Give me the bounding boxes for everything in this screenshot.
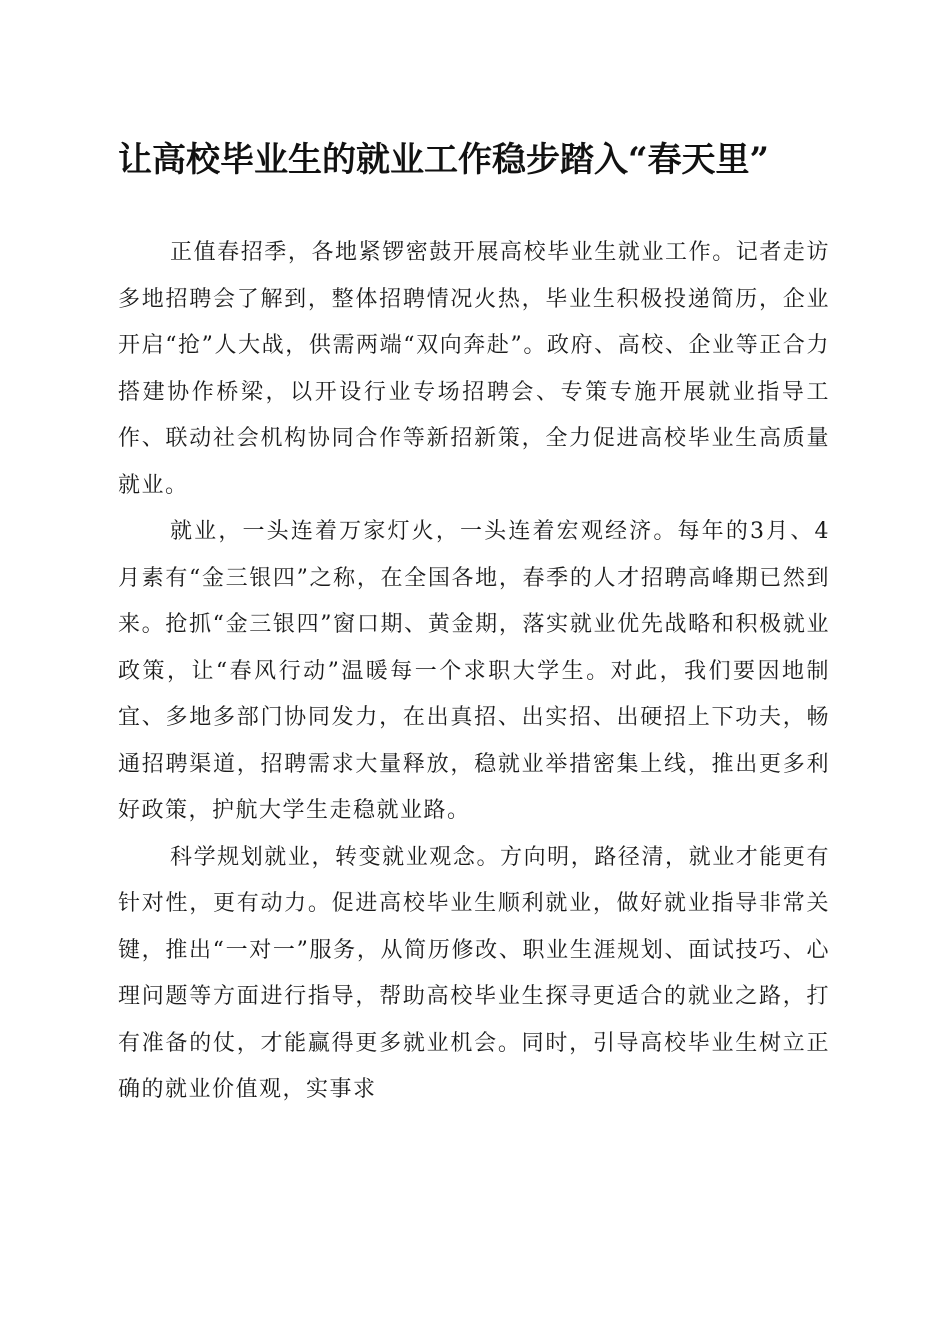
paragraph-2: 就业，一头连着万家灯火，一头连着宏观经济。每年的3月、4月素有“金三银四”之称，在全国各地，春季的人才招聘高峰期已然到来。抢抓“金三银四”窗口期、黄金期，落实就业优先战略和积极就业政策，让“春风行动”温暖每一个求职大学生。对此，我们要因地制宜、多地多部门协同发力，在出真招、出实招、出硬招上下功夫，畅通招聘渠道，招聘需求大量释放，稳就业举措密集上线，推出更多利好政策，护航大学生走稳就业路。 — [118, 519, 830, 823]
article-title: 让高校毕业生的就业工作稳步踏入“春天里” — [118, 140, 770, 180]
paragraph-1: 正值春招季，各地紧锣密鼓开展高校毕业生就业工作。记者走访多地招聘会了解到，整体招聘情况火热，毕业生积极投递简历，企业开启“抢”人大战，供需两端“双向奔赴”。政府、高校、企业等正合力搭建协作桥梁，以开设行业专场招聘会、专策专施开展就业指导工作、联动社会机构协同合作等新招新策，全力促进高校毕业生高质量就业。 — [118, 240, 830, 498]
paragraph-3: 科学规划就业，转变就业观念。方向明，路径清，就业才能更有针对性，更有动力。促进高校毕业生顺利就业，做好就业指导非常关键，推出“一对一”服务，从简历修改、职业生涯规划、面试技巧、心理问题等方面进行指导，帮助高校毕业生探寻更适合的就业之路，打有准备的仗，才能赢得更多就业机会。同时，引导高校毕业生树立正确的就业价值观，实事求 — [118, 844, 830, 1102]
article-body — [118, 230, 830, 1114]
